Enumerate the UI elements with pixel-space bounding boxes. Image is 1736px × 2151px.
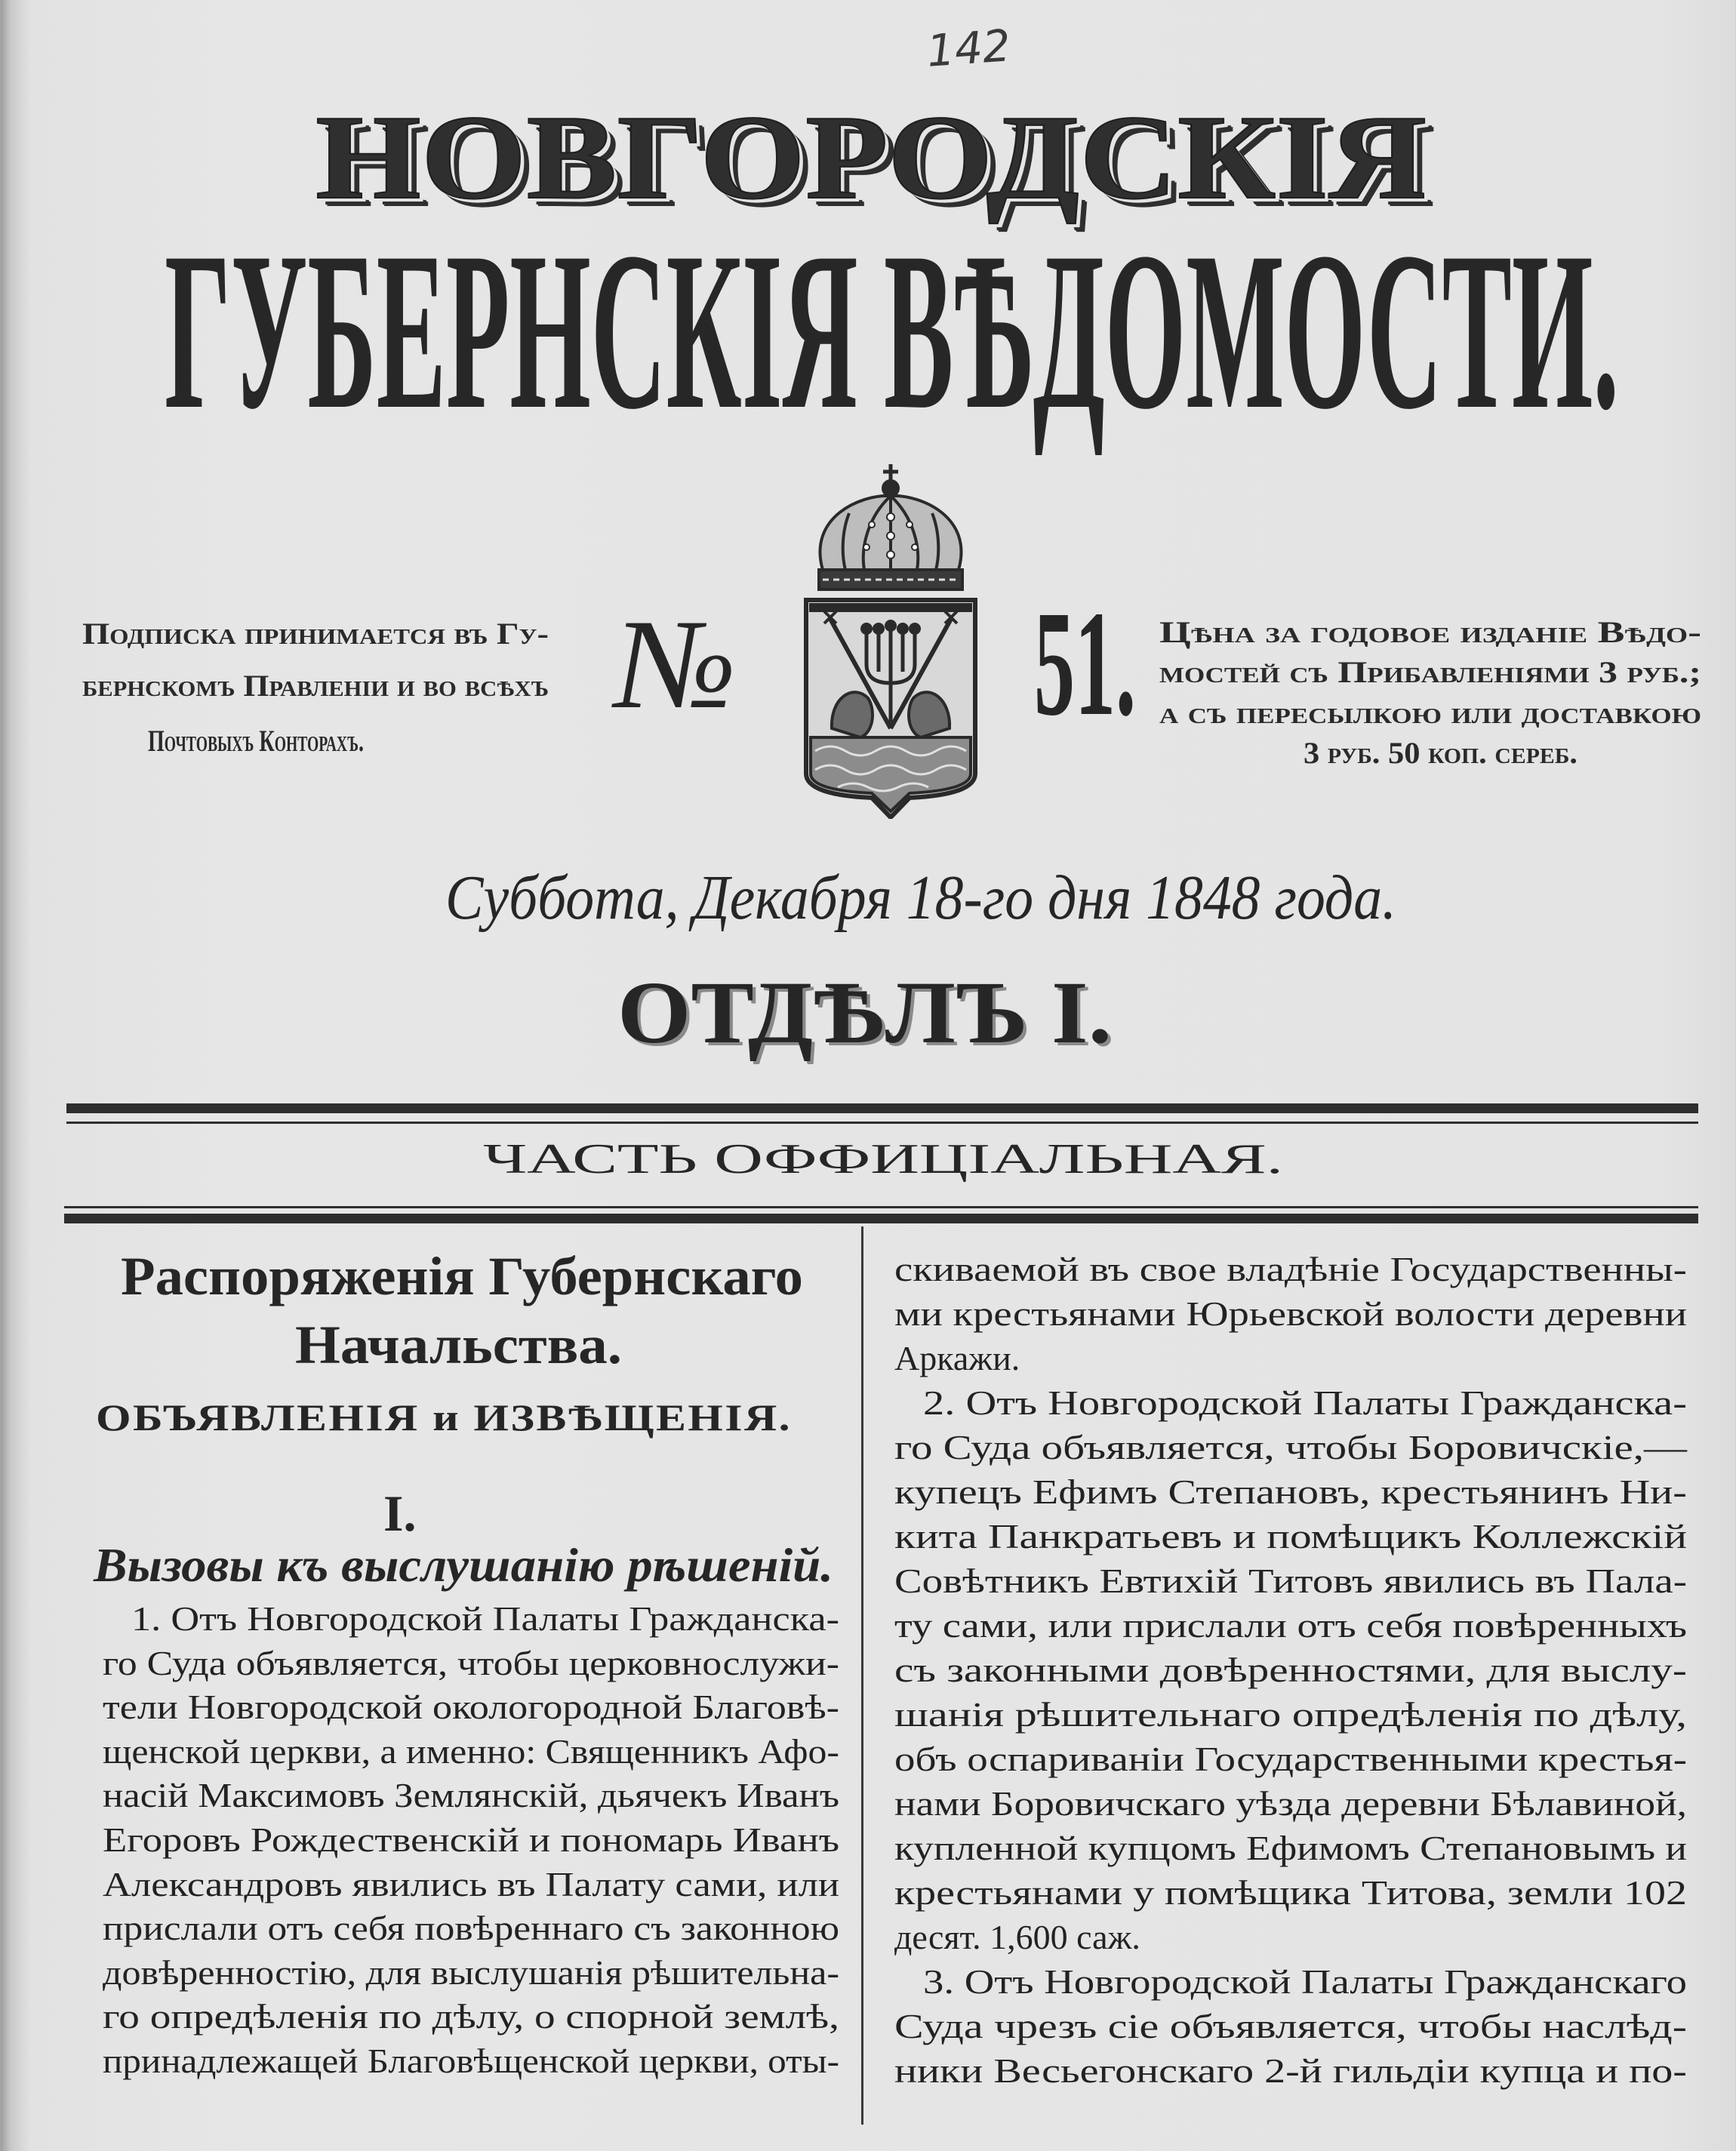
text-line: Суда чрезъ сіе объявляется, чтобы наслѣд- — [894, 2007, 1687, 2045]
text-line: шанія рѣшительнаго опредѣленія по дѣлу, — [894, 1695, 1687, 1734]
text-line: довѣренностію, для выслушанія рѣшительна- — [103, 1953, 839, 1992]
text-line: принадлежащей Благовѣщенской церкви, оты- — [103, 2042, 839, 2080]
text-line: 2. Отъ Новгородской Палаты Гражданска- — [923, 1383, 1687, 1422]
subscription-line: Почтовыхъ Конторахъ. — [148, 724, 364, 758]
subscription-line: Подписка принимается въ Гу- — [82, 617, 549, 651]
text-line: го Суда объявляется, чтобы Боровичскіе,— — [894, 1428, 1687, 1466]
text-line: прислали отъ себя повѣреннаго съ законною — [103, 1909, 839, 1948]
text-line: съ законными довѣренностями, для выслу- — [894, 1651, 1687, 1689]
text-line: тели Новгородской окологородной Благовѣ- — [103, 1688, 839, 1727]
column-divider — [861, 1226, 863, 2125]
text-line: объ оспариваніи Государственными крестья- — [894, 1740, 1687, 1778]
issue-number: 51. — [1034, 580, 1136, 747]
announcements-heading: ОБЪЯВЛЕНІЯ и ИЗВѢЩЕНІЯ. — [96, 1396, 792, 1439]
text-line: Александровъ явились въ Палату сами, или — [103, 1864, 839, 1903]
double-rule-thick — [66, 1103, 1698, 1113]
text-line: ми крестьянами Юрьевской волости деревни — [894, 1294, 1687, 1333]
handwritten-page-number: 142 — [925, 20, 1012, 77]
text-line: скиваемой въ свое владѣніе Государственны- — [894, 1250, 1687, 1288]
text-line: 1. Отъ Новгородской Палаты Гражданска- — [131, 1599, 839, 1638]
price-line: мостей съ Прибавленіями 3 руб.; — [1159, 655, 1701, 689]
subscription-line: бернскомъ Правленіи и во всѣхъ — [82, 669, 549, 703]
text-line: го Суда объявляется, чтобы церковнослужи- — [103, 1643, 839, 1682]
text-line: го опредѣленія по дѣлу, о спорной землѣ, — [103, 1997, 839, 2036]
novgorod-coat-of-arms-icon — [777, 457, 1004, 819]
text-line: Егоровъ Рождественскій и пономарь Иванъ — [103, 1820, 839, 1859]
text-line: кита Панкратьевъ и помѣщикъ Коллежскій — [894, 1517, 1687, 1556]
text-line: десят. 1,600 саж. — [894, 1918, 1140, 1956]
text-line: ту сами, или прислали отъ себя повѣренныхъ — [894, 1606, 1687, 1645]
text-line: купецъ Ефимъ Степановъ, крестьянинъ Ни- — [894, 1472, 1687, 1511]
text-line: купленной купцомъ Ефимомъ Степановымъ и — [894, 1829, 1687, 1867]
text-line: ники Весьегонскаго 2-й гильдіи купца и по- — [894, 2051, 1687, 2090]
text-line: крестьянами у помѣщика Титова, земли 102 — [894, 1873, 1687, 1912]
rubric-heading: Вызовы къ выслушанію рѣшеній. — [94, 1538, 833, 1592]
issue-number-sign: № — [615, 593, 737, 735]
text-line: 3. Отъ Новгородской Палаты Гражданскаго — [923, 1962, 1687, 2001]
text-line: Совѣтникъ Евтихій Титовъ явились въ Пала- — [894, 1562, 1687, 1600]
roman-numeral-heading: I. — [383, 1485, 417, 1542]
price-line: а съ пересылкою или доставкою — [1159, 696, 1701, 730]
text-line: нами Боровичскаго уѣзда деревни Бѣлавиной, — [894, 1784, 1687, 1823]
double-rule-thick — [64, 1214, 1698, 1223]
masthead-title-line2: ГУБЕРНСКІЯ ВѢДОМОСТИ. — [165, 205, 1619, 456]
orders-heading: Распоряженія Губернскаго — [121, 1246, 803, 1306]
masthead-title-line1: НОВГОРОДСКІЯ — [315, 90, 1427, 224]
price-line: 3 руб. 50 коп. сереб. — [1304, 736, 1577, 770]
text-line: насій Максимовъ Землянскій, дьячекъ Иванъ — [103, 1776, 839, 1815]
double-rule-thin — [66, 1122, 1698, 1124]
double-rule-thin — [64, 1206, 1698, 1208]
part-title: ЧАСТЬ ОФФИЦІАЛЬНАЯ. — [483, 1136, 1283, 1183]
issue-date: Суббота, Декабря 18-го дня 1848 года. — [445, 863, 1396, 933]
text-line: щенской церкви, а именно: Священникъ Афо- — [103, 1731, 839, 1771]
text-line: Аркажи. — [894, 1339, 1020, 1377]
orders-heading: Начальства. — [295, 1315, 622, 1375]
section-title: ОТДѢЛЪ I. — [617, 963, 1112, 1062]
price-line: Цѣна за годовое изданіе Вѣдо- — [1159, 615, 1701, 649]
